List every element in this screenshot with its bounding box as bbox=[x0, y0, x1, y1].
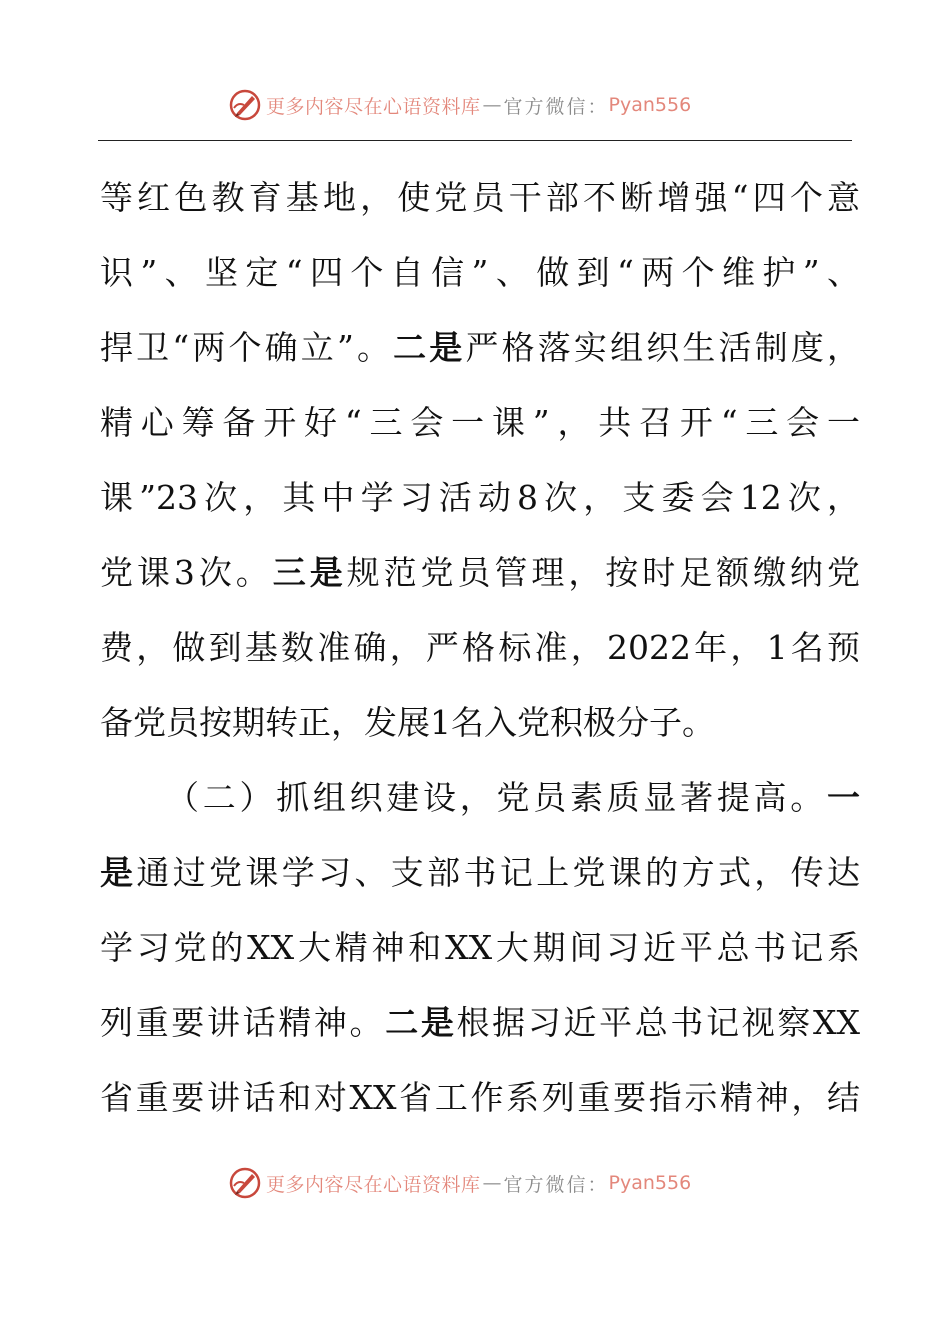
text-segment: 列重要讲话精神。 bbox=[100, 1003, 386, 1042]
text-segment: 学习党的XX大精神和XX大期间习近平总书记系 bbox=[100, 928, 860, 967]
pen-logo-icon bbox=[228, 88, 262, 122]
text-segment: 识”、坚定“四个自信”、做到“两个维护”、 bbox=[100, 253, 860, 292]
bold-marker: 三是 bbox=[272, 553, 347, 592]
footer-brand[interactable] bbox=[228, 1166, 691, 1200]
text-segment: 党课3次。 bbox=[100, 553, 273, 592]
text-segment: 根据习近平总书记视察XX bbox=[456, 1003, 860, 1042]
text-segment: 等红色教育基地，使党员干部不断增强“四个意 bbox=[100, 178, 860, 217]
body-line bbox=[100, 460, 860, 535]
body-line bbox=[100, 610, 860, 685]
header-brand-dash: — bbox=[482, 94, 502, 116]
body-line bbox=[100, 535, 860, 610]
body-line bbox=[100, 985, 860, 1060]
text-segment: 省重要讲话和对XX省工作系列重要指示精神，结 bbox=[100, 1078, 860, 1117]
header-wechat-label: 官方微信： bbox=[503, 95, 609, 118]
header-brand-text: 更多内容尽在心语资料库 bbox=[266, 95, 481, 118]
body-line bbox=[100, 235, 860, 310]
text-segment: 精心筹备开好“三会一课”，共召开“三会一 bbox=[100, 403, 860, 442]
body-line bbox=[100, 685, 860, 760]
text-segment: 规范党员管理，按时足额缴纳党 bbox=[346, 553, 860, 592]
footer-brand-text: 更多内容尽在心语资料库 bbox=[266, 1173, 481, 1196]
page-header bbox=[98, 78, 852, 141]
pen-logo-icon bbox=[228, 1166, 262, 1200]
footer-brand-dash: — bbox=[482, 1172, 502, 1194]
footer-wechat-label: 官方微信： bbox=[503, 1173, 609, 1196]
bold-marker: 二是 bbox=[385, 1003, 457, 1042]
text-segment: 严格落实组织生活制度， bbox=[465, 328, 860, 367]
header-wechat-id: Pyan556 bbox=[608, 94, 692, 116]
page-footer bbox=[98, 1160, 852, 1210]
bold-marker: 是 bbox=[100, 853, 137, 892]
body-line bbox=[100, 385, 860, 460]
text-segment: 费，做到基数准确，严格标准，2022年，1名预 bbox=[100, 628, 860, 667]
body-line bbox=[100, 760, 860, 835]
body-line bbox=[100, 835, 860, 910]
body-line bbox=[100, 1060, 860, 1135]
text-segment: 备党员按期转正，发展1名入党积极分子。 bbox=[100, 703, 715, 742]
header-brand[interactable] bbox=[228, 88, 691, 122]
text-segment: 捍卫“两个确立”。 bbox=[100, 328, 394, 367]
body-line bbox=[100, 160, 860, 235]
text-segment: 通过党课学习、支部书记上党课的方式，传达 bbox=[136, 853, 860, 892]
bold-marker: 二是 bbox=[393, 328, 466, 367]
text-segment: 课”23次，其中学习活动8次，支委会12次， bbox=[100, 478, 860, 517]
bold-marker: 一 bbox=[827, 778, 860, 817]
text-segment: （二）抓组织建设，党员素质显著提高。 bbox=[166, 778, 827, 817]
body-line bbox=[100, 310, 860, 385]
body-line bbox=[100, 910, 860, 985]
document-body bbox=[100, 160, 860, 1135]
footer-wechat-id: Pyan556 bbox=[608, 1172, 692, 1194]
